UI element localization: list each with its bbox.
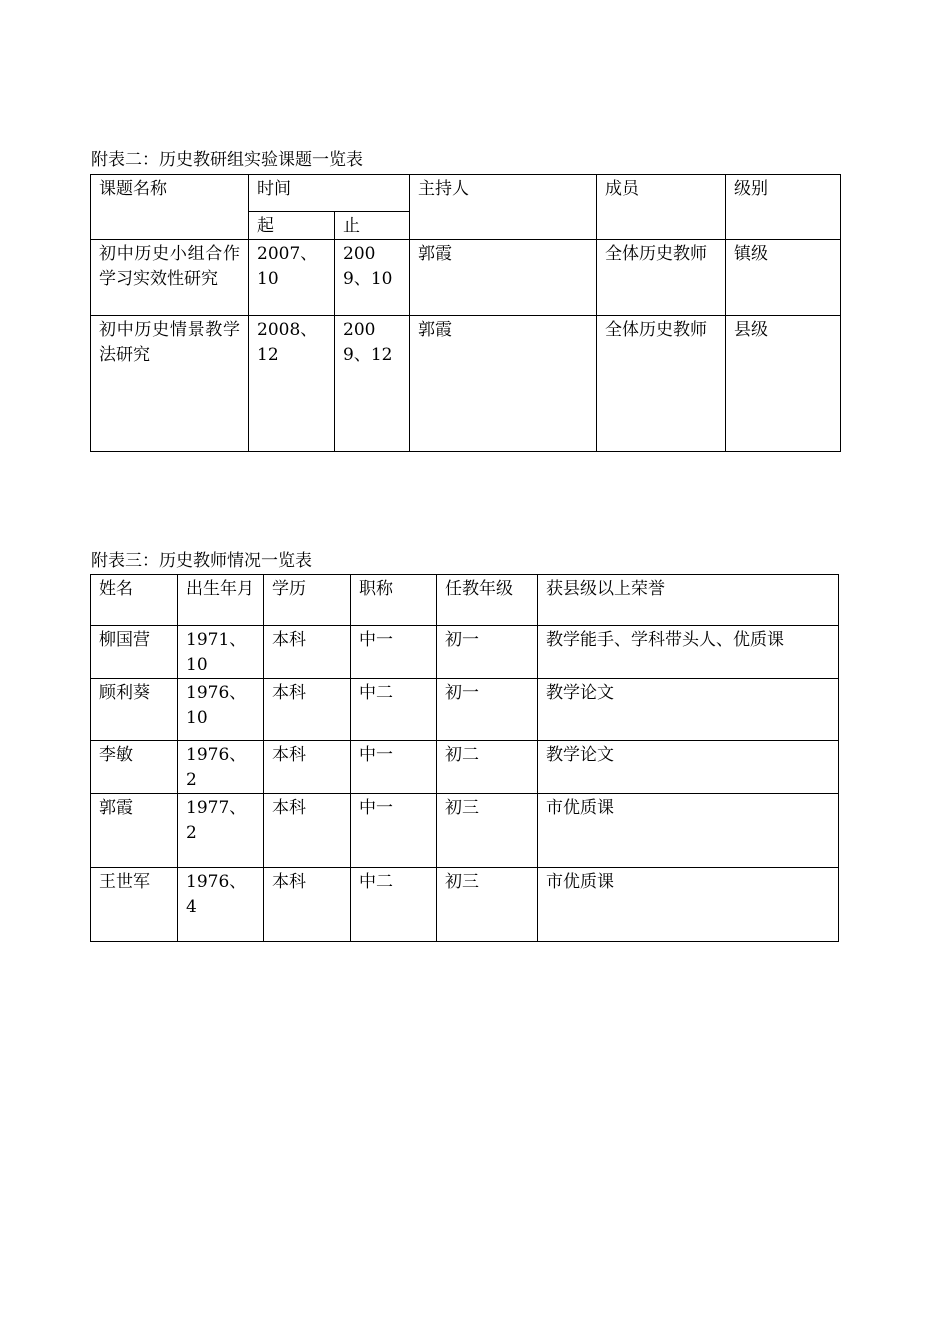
teacher-birth: 1976、10	[178, 679, 264, 741]
teacher-title: 中二	[351, 868, 437, 942]
header-host: 主持人	[410, 175, 597, 240]
teacher-grade: 初二	[437, 741, 538, 794]
header-end: 止	[335, 212, 410, 240]
table-row	[91, 868, 839, 942]
header-education: 学历	[264, 575, 351, 626]
header-topic-name: 课题名称	[91, 175, 249, 240]
teacher-grade: 初三	[437, 868, 538, 942]
teacher-birth: 1971、10	[178, 626, 264, 679]
teacher-education: 本科	[264, 679, 351, 741]
teacher-name: 柳国营	[91, 626, 178, 679]
teachers-table	[90, 574, 839, 942]
table-row	[91, 679, 839, 741]
topic-host: 郭霞	[410, 316, 597, 452]
topic-end: 2009、10	[335, 240, 410, 316]
header-level: 级别	[726, 175, 841, 240]
header-start: 起	[249, 212, 335, 240]
teacher-title: 中一	[351, 741, 437, 794]
topic-start: 2007、10	[249, 240, 335, 316]
table-row	[91, 741, 839, 794]
topic-level: 镇级	[726, 240, 841, 316]
topic-start: 2008、12	[249, 316, 335, 452]
teacher-title: 中一	[351, 626, 437, 679]
teacher-name: 郭霞	[91, 794, 178, 868]
table-row	[91, 794, 839, 868]
teacher-honors: 教学论文	[538, 679, 839, 741]
teacher-name: 李敏	[91, 741, 178, 794]
table2-caption: 附表二：历史教研组实验课题一览表	[91, 150, 363, 170]
teacher-title: 中二	[351, 679, 437, 741]
header-birth: 出生年月	[178, 575, 264, 626]
teacher-name: 王世军	[91, 868, 178, 942]
table3-caption: 附表三：历史教师情况一览表	[91, 551, 312, 571]
teacher-grade: 初一	[437, 626, 538, 679]
teacher-birth: 1976、2	[178, 741, 264, 794]
table-row	[91, 626, 839, 679]
topic-end: 2009、12	[335, 316, 410, 452]
header-grade: 任教年级	[437, 575, 538, 626]
header-honors: 获县级以上荣誉	[538, 575, 839, 626]
teacher-birth: 1976、4	[178, 868, 264, 942]
teacher-honors: 市优质课	[538, 868, 839, 942]
header-members: 成员	[597, 175, 726, 240]
topic-host: 郭霞	[410, 240, 597, 316]
teacher-education: 本科	[264, 868, 351, 942]
header-time: 时间	[249, 175, 410, 212]
topic-members: 全体历史教师	[597, 240, 726, 316]
teacher-honors: 教学能手、学科带头人、优质课	[538, 626, 839, 679]
header-title: 职称	[351, 575, 437, 626]
teacher-name: 顾利葵	[91, 679, 178, 741]
teacher-education: 本科	[264, 794, 351, 868]
topic-name: 初中历史情景教学法研究	[91, 316, 249, 452]
teacher-education: 本科	[264, 626, 351, 679]
research-topics-table	[90, 174, 841, 452]
header-name: 姓名	[91, 575, 178, 626]
teacher-honors: 教学论文	[538, 741, 839, 794]
teacher-grade: 初一	[437, 679, 538, 741]
topic-name: 初中历史小组合作学习实效性研究	[91, 240, 249, 316]
teacher-birth: 1977、2	[178, 794, 264, 868]
teacher-education: 本科	[264, 741, 351, 794]
table-row	[91, 316, 841, 452]
teacher-honors: 市优质课	[538, 794, 839, 868]
topic-members: 全体历史教师	[597, 316, 726, 452]
teacher-title: 中一	[351, 794, 437, 868]
table-row	[91, 240, 841, 316]
topic-level: 县级	[726, 316, 841, 452]
teacher-grade: 初三	[437, 794, 538, 868]
